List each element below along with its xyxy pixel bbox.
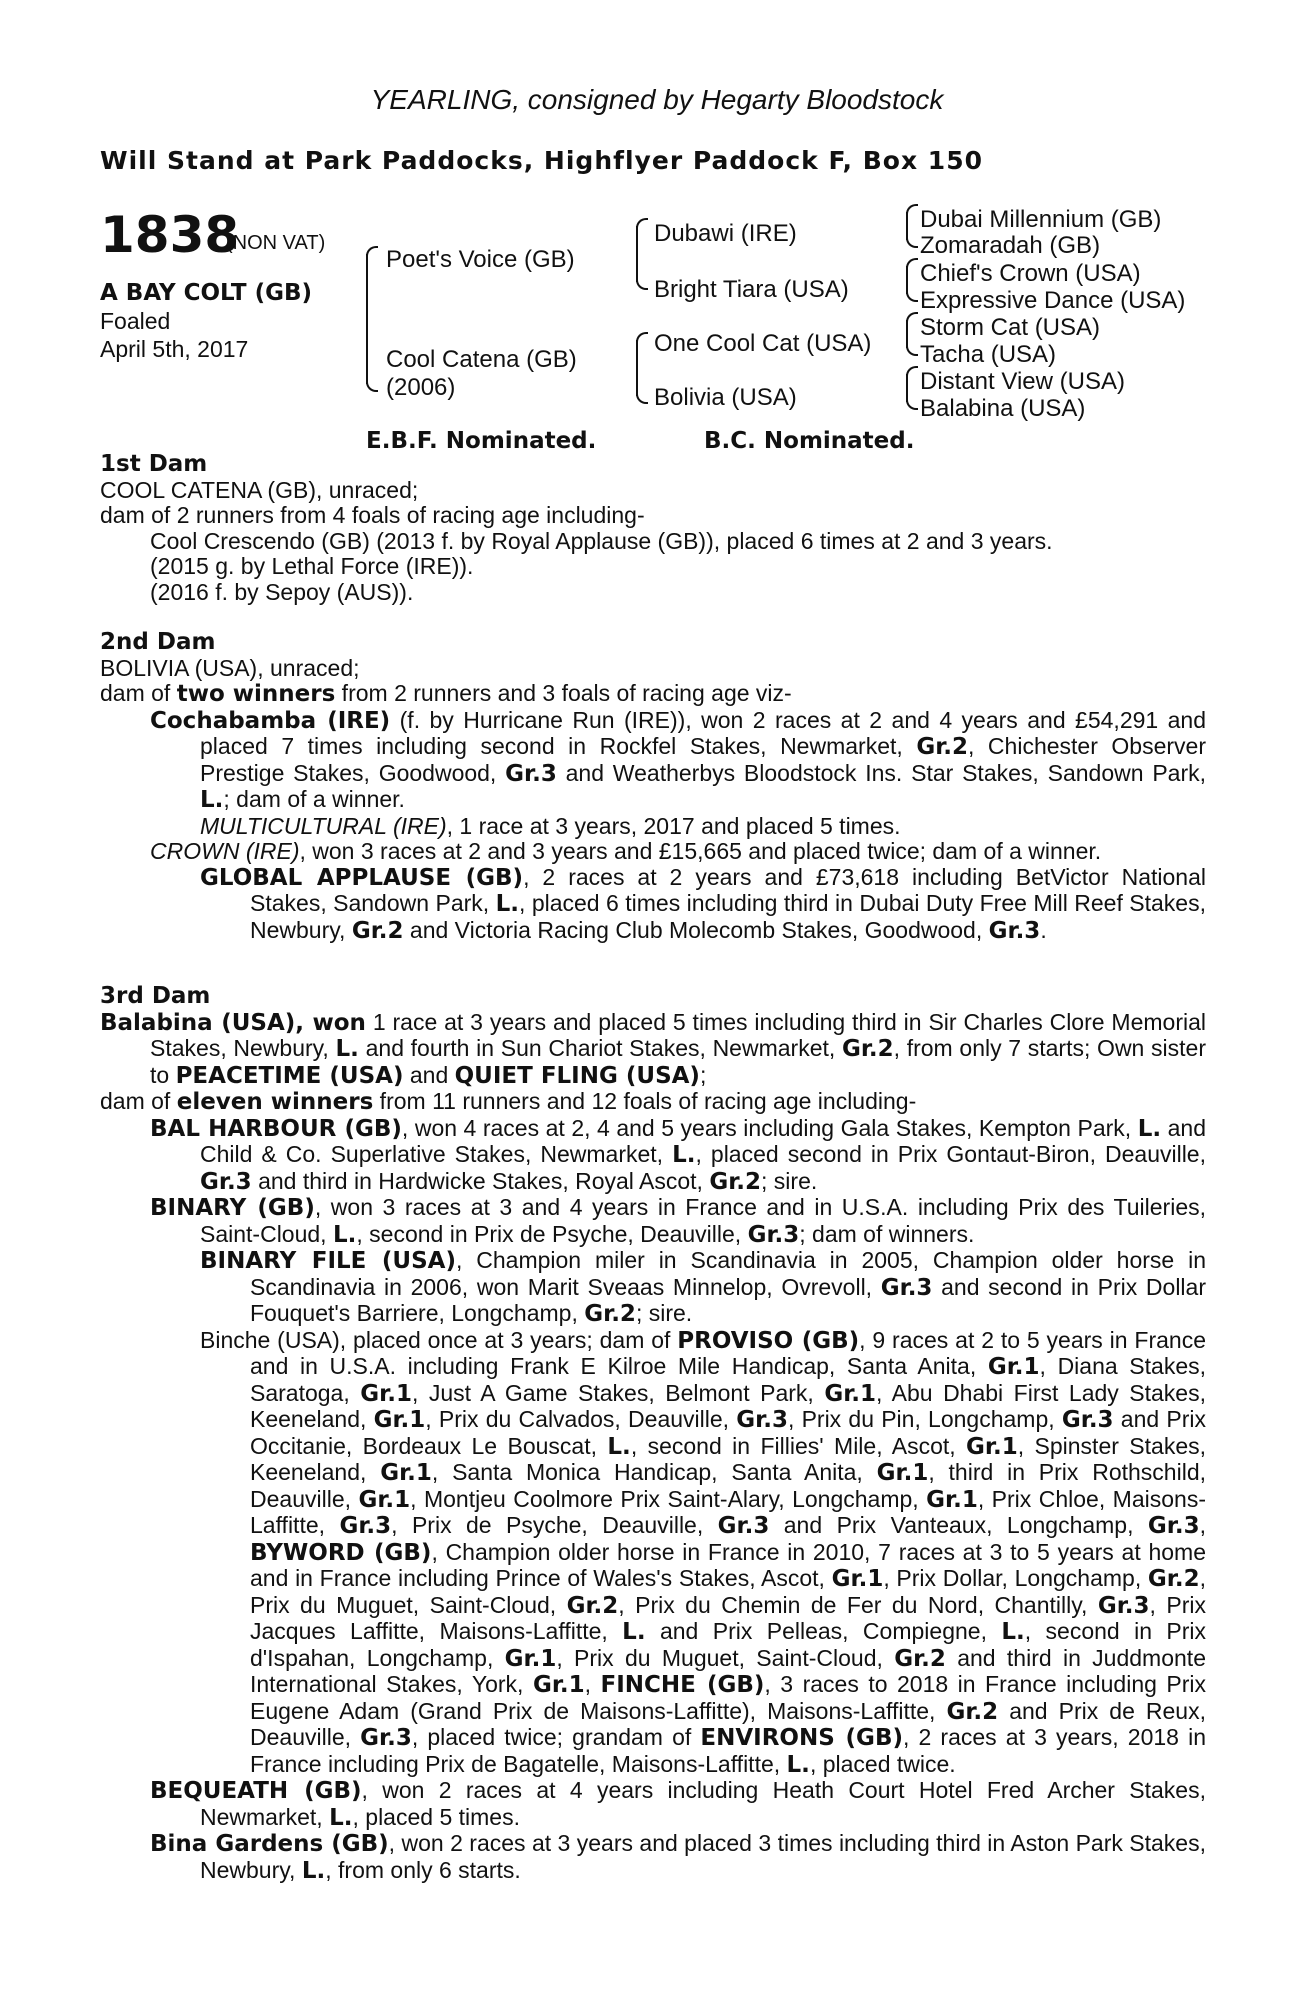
brace-g4 <box>906 374 908 402</box>
brace-g2 <box>906 266 908 294</box>
section-heading: 2nd Dam <box>100 629 216 655</box>
brace-sire <box>636 226 638 282</box>
section-heading: 3rd Dam <box>100 983 211 1009</box>
produce-item: (2016 f. by Sepoy (AUS)). <box>150 578 414 605</box>
sire-sire: Dubawi (IRE) <box>654 220 797 247</box>
produce-item: MULTICULTURAL (IRE), 1 race at 3 years, 2017 and placed 5 times. <box>200 812 901 839</box>
sire: Poet's Voice (GB) <box>386 246 575 273</box>
brace-dam <box>636 340 638 396</box>
section-heading: 1st Dam <box>100 451 208 477</box>
dam-year: (2006) <box>386 374 456 401</box>
produce-item: BINARY FILE (USA), Champion miler in Scandinavia in 2005, Champion older horse in Scandinavia in 2006, won Marit Sveaas Minnelop, Ovrevoll, Gr.3 and second in Prix Dollar Fouquet's Barriere, Longchamp, Gr.2; sire. <box>200 1247 1206 1327</box>
first-dam-section <box>100 452 1206 605</box>
dam-line: Balabina (USA), won 1 race at 3 years and placed 5 times including third in Sir Charles Clore Memorial Stakes, Newbury, L. and fourth in Sun Chariot Stakes, Newmarket, Gr.2, from only 7 starts; Own sister to PEACETIME (USA) and QUIET FLING (USA); <box>100 1008 1206 1089</box>
sire-dam: Bright Tiara (USA) <box>654 276 849 303</box>
dam-sire: One Cool Cat (USA) <box>654 330 872 357</box>
ebf-nominated: E.B.F. Nominated. <box>366 428 597 454</box>
lot-number: 1838 <box>100 206 240 264</box>
produce-item: Cool Crescendo (GB) (2013 f. by Royal Applause (GB)), placed 6 times at 2 and 3 years. <box>150 527 1053 554</box>
dam: Cool Catena (GB) <box>386 346 577 373</box>
produce-item: Bina Gardens (GB), won 2 races at 3 years and placed 3 times including third in Aston Park Stakes, Newbury, L., from only 6 starts. <box>150 1830 1206 1884</box>
vat-status: (NON VAT) <box>226 232 326 254</box>
dam-record: dam of eleven winners from 11 runners and 12 foals of racing age including- <box>100 1088 917 1115</box>
brace-gen1 <box>366 254 368 384</box>
dam-line: BOLIVIA (USA), unraced; <box>100 654 360 681</box>
lot-description: A BAY COLT (GB) <box>100 280 313 306</box>
foaled-label: Foaled <box>100 308 171 334</box>
ancestor-2: Zomaradah (GB) <box>920 232 1101 259</box>
brace-g1 <box>906 212 908 240</box>
ancestor-6: Tacha (USA) <box>920 341 1057 368</box>
ancestor-8: Balabina (USA) <box>920 395 1086 422</box>
ancestor-5: Storm Cat (USA) <box>920 314 1101 341</box>
dam-dam: Bolivia (USA) <box>654 384 797 411</box>
produce-item: (2015 g. by Lethal Force (IRE)). <box>150 553 474 579</box>
dam-record: dam of 2 runners from 4 foals of racing age including- <box>100 502 645 528</box>
produce-item: Cochabamba (IRE) (f. by Hurricane Run (IRE)), won 2 races at 2 and 4 years and £54,291 and placed 7 times including second in Rockfel Stakes, Newmarket, Gr.2, Chichester Observer Prestige Stakes, Goodwood, Gr.3 and Weatherbys Bloodstock Ins. Star Stakes, Sandown Park, L.; dam of a winner. <box>150 706 1206 813</box>
produce-item: Binche (USA), placed once at 3 years; dam of PROVISO (GB), 9 races at 2 to 5 years in France and in U.S.A. including Frank E Kilroe Mile Handicap, Santa Anita, Gr.1, Diana Stakes, Saratoga, Gr.1, Just A Game Stakes, Belmont Park, Gr.1, Abu Dhabi First Lady Stakes, Keeneland, Gr.1, Prix du Calvados, Deauville, Gr.3, Prix du Pin, Longchamp, Gr.3 and Prix Occitanie, Bordeaux Le Bouscat, L., second in Fillies' Mile, Ascot, Gr.1, Spinster Stakes, Keeneland, Gr.1, Santa Monica Handicap, Santa Anita, Gr.1, third in Prix Rothschild, Deauville, Gr.1, Montjeu Coolmore Prix Saint-Alary, Longchamp, Gr.1, Prix Chloe, Maisons-Laffitte, Gr.3, Prix de Psyche, Deauville, Gr.3 and Prix Vanteaux, Longchamp, Gr.3, BYWORD (GB), Champion older horse in France in 2010, 7 races at 3 to 5 years at home and in France including Prince of Wales's Stakes, Ascot, Gr.1, Prix Dollar, Longchamp, Gr.2, Prix du Muguet, Saint-Cloud, Gr.2, Prix du Chemin de Fer du Nord, Chantilly, Gr.3, Prix Jacques Laffitte, Maisons-Laffitte, L. and Prix Pelleas, Compiegne, L., second in Prix d'Ispahan, Longchamp, Gr.1, Prix du Muguet, Saint-Cloud, Gr.2 and third in Juddmonte International Stakes, York, Gr.1, FINCHE (GB), 3 races to 2018 in France including Prix Eugene Adam (Grand Prix de Maisons-Laffitte), Maisons-Laffitte, Gr.2 and Prix de Reux, Deauville, Gr.3, placed twice; grandam of ENVIRONS (GB), 2 races at 3 years, 2018 in France including Prix de Bagatelle, Maisons-Laffitte, L., placed twice. <box>200 1326 1207 1778</box>
ancestor-3: Chief's Crown (USA) <box>920 260 1141 287</box>
third-dam-section <box>100 984 1206 1884</box>
dam-line: COOL CATENA (GB), unraced; <box>100 476 419 503</box>
second-dam-section <box>100 630 1206 944</box>
produce-item: BINARY (GB), won 3 races at 3 and 4 years in France and in U.S.A. including Prix des Tuileries, Saint-Cloud, L., second in Prix de Psyche, Deauville, Gr.3; dam of winners. <box>150 1194 1206 1248</box>
ancestor-4: Expressive Dance (USA) <box>920 287 1186 314</box>
bc-nominated: B.C. Nominated. <box>704 428 915 454</box>
page-title: YEARLING, consigned by Hegarty Bloodstock <box>370 84 944 115</box>
ancestor-1: Dubai Millennium (GB) <box>920 206 1162 233</box>
ancestor-7: Distant View (USA) <box>920 368 1125 395</box>
produce-item: BAL HARBOUR (GB), won 4 races at 2, 4 and 5 years including Gala Stakes, Kempton Park, L. and Child & Co. Superlative Stakes, Newmarket, L., placed second in Prix Gontaut-Biron, Deauville, Gr.3 and third in Hardwicke Stakes, Royal Ascot, Gr.2; sire. <box>150 1114 1207 1195</box>
produce-item: BEQUEATH (GB), won 2 races at 4 years including Heath Court Hotel Fred Archer Stakes, Newmarket, L., placed 5 times. <box>150 1777 1206 1831</box>
produce-item: CROWN (IRE), won 3 races at 2 and 3 years and £15,665 and placed twice; dam of a winner. <box>150 838 1102 864</box>
brace-g3 <box>906 320 908 348</box>
dam-record: dam of two winners from 2 runners and 3 foals of racing age viz- <box>100 680 792 707</box>
foaled-date: April 5th, 2017 <box>100 336 249 362</box>
produce-item: GLOBAL APPLAUSE (GB), 2 races at 2 years and £73,618 including BetVictor National Stakes, Sandown Park, L., placed 6 times including third in Dubai Duty Free Mill Reef Stakes, Newbury, Gr.2 and Victoria Racing Club Molecomb Stakes, Goodwood, Gr.3. <box>200 863 1206 944</box>
stand-location: Will Stand at Park Paddocks, Highflyer Paddock F, Box 150 <box>100 146 983 175</box>
